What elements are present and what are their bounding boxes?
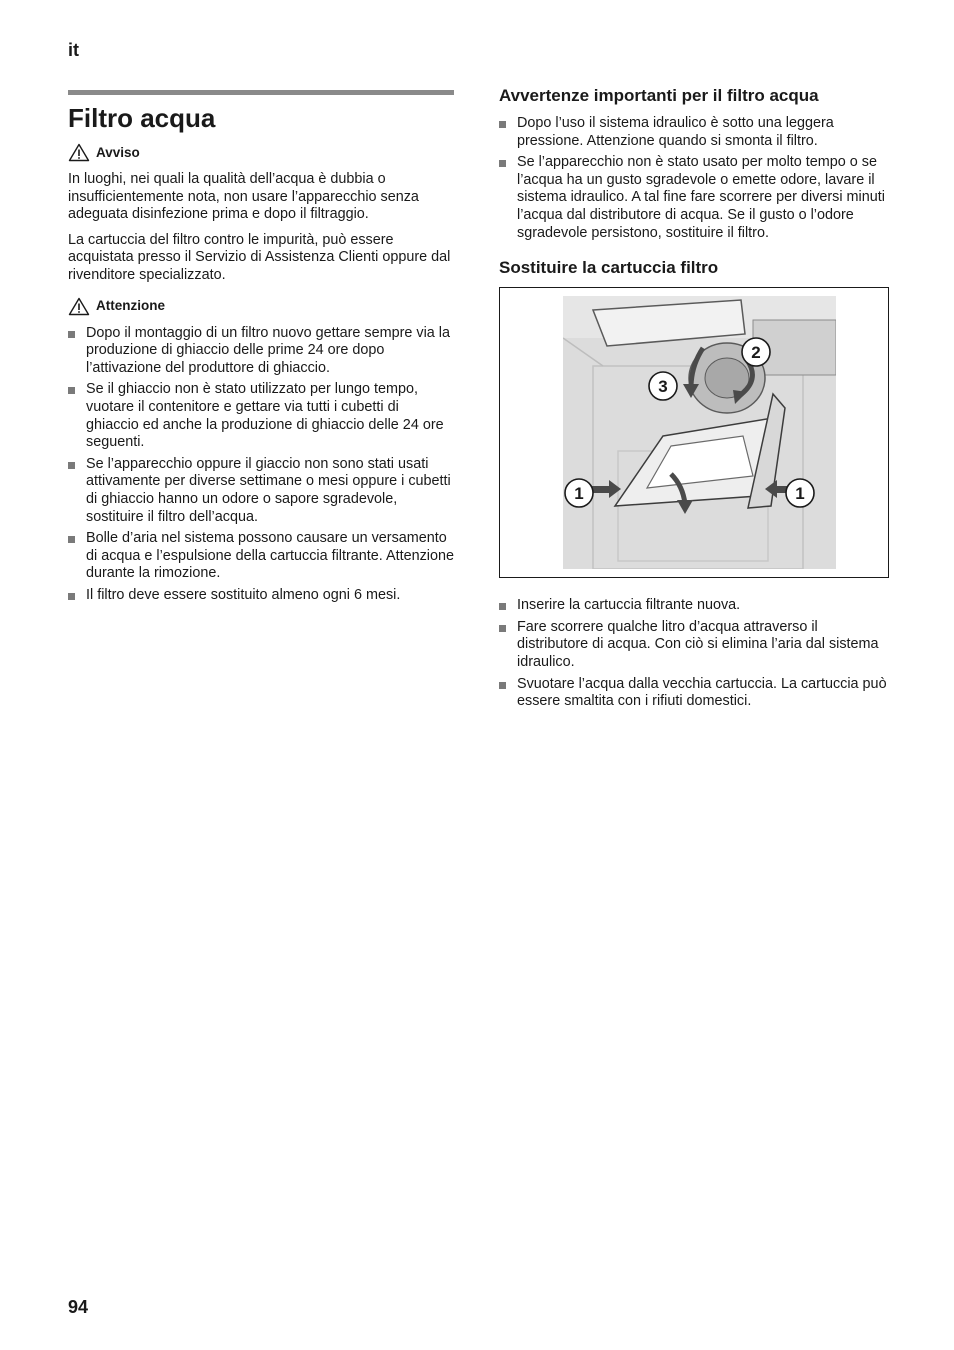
section-rule [68,90,454,95]
notice-paragraph: La cartuccia del filtro contro le impurità, può essere acquistata presso il Servizio di Assistenza Clienti oppure dal rivenditore specializzato. [68,231,451,283]
list-item: Se l’apparecchio non è stato usato per molto tempo o se l’acqua ha un gusto sgradevole o emette odore, lavare il sistema idraulico. A tal fine fare scorrere per diversi minuti l’acqua dal distributore di acqua. Se il gusto o l’odore sgradevole persistono, sostituire il filtro. [499,154,891,242]
page-title: Filtro acqua [68,103,216,133]
list-item: Inserire la cartuccia filtrante nuova. [499,597,891,615]
right-column [499,86,891,715]
callout-3: 3 [658,377,668,397]
list-item: Dopo l’uso il sistema idraulico è sotto una leggera pressione. Attenzione quando si smonta il filtro. [499,115,891,150]
warning-icon [68,143,90,162]
list-item: Se il ghiaccio non è stato utilizzato per lungo tempo, vuotare il contenitore e gettare via tutti i cubetti di ghiaccio ed anche la produzione di ghiaccio delle 24 ore seguenti. [68,381,454,451]
language-code: it [68,40,79,60]
page-number: 94 [68,1297,89,1317]
warning-icon [68,297,90,316]
notice-heading [68,143,454,162]
caution-list [68,325,454,605]
notice-paragraph: In luoghi, nei quali la qualità dell’acqua è dubbia o insufficientemente nota, non usare l’apparecchio senza adeguata disinfezione prima e dopo il filtraggio. [68,171,419,223]
steps-list [499,597,891,711]
callout-1-right: 1 [795,484,805,504]
caution-label: Attenzione [96,298,165,314]
caution-heading [68,297,454,316]
list-item: Svuotare l’acqua dalla vecchia cartuccia. La cartuccia può essere smaltita con i rifiuti domestici. [499,676,891,711]
callout-2: 2 [751,343,761,363]
left-column [68,90,454,608]
list-item: Bolle d’aria nel sistema possono causare un versamento di acqua e l’espulsione della cartuccia filtrante. Attenzione durante la rimozione. [68,530,454,583]
list-item: Fare scorrere qualche litro d’acqua attraverso il distributore di acqua. Con ciò si elimina l’aria dal sistema idraulico. [499,619,891,672]
notes-list [499,115,891,242]
section-heading: Avvertenze importanti per il filtro acqua [499,86,819,105]
list-item: Il filtro deve essere sostituito almeno ogni 6 mesi. [68,587,454,605]
filter-illustration [563,296,836,569]
list-item: Se l’apparecchio oppure il giaccio non sono stati usati attivamente per diverse settimane o mesi oppure i cubetti di ghiaccio hanno un odore o sapore sgradevole, sostituire il filtro dell’acqua. [68,456,454,526]
notice-label: Avviso [96,144,140,160]
filter-replacement-figure [499,287,889,578]
list-item: Dopo il montaggio di un filtro nuovo gettare sempre via la produzione di ghiaccio delle prime 24 ore dopo l’attivazione del produttore di ghiaccio. [68,325,454,378]
section-heading: Sostituire la cartuccia filtro [499,258,719,278]
callout-1-left: 1 [574,484,584,504]
